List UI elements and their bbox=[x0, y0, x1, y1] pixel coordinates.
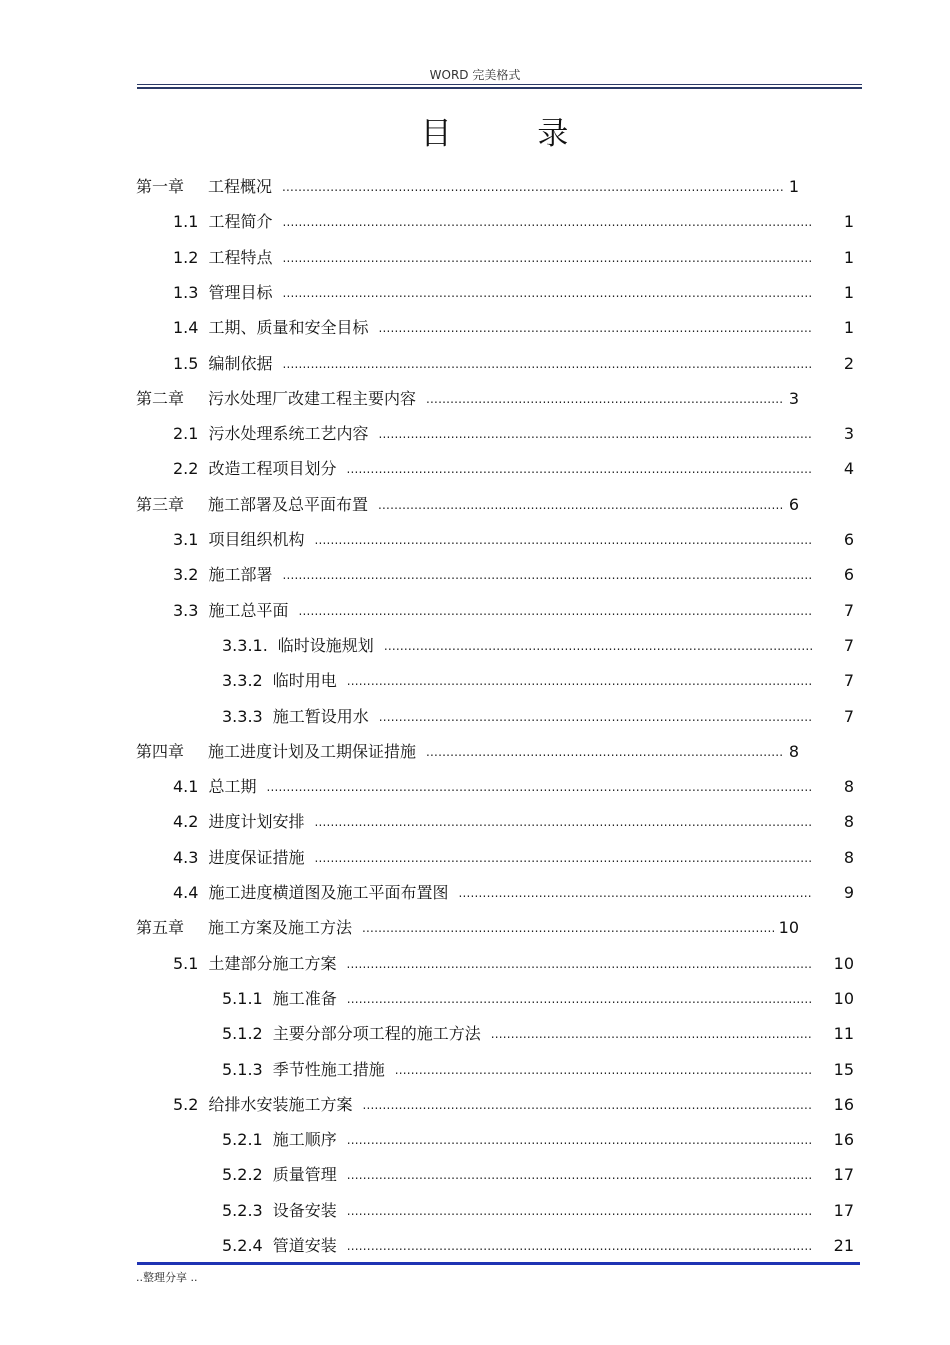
toc-dot-leader bbox=[314, 811, 812, 833]
toc-entry-page: 1 bbox=[843, 212, 854, 232]
toc-dot-leader bbox=[347, 988, 812, 1010]
toc-entry-title: 工程特点 bbox=[208, 247, 273, 267]
toc-entry-number: 5.1.1 bbox=[222, 988, 263, 1008]
toc-dot-leader bbox=[347, 1235, 812, 1257]
toc-entry[interactable] bbox=[173, 811, 854, 833]
toc-entry-title: 工期、质量和安全目标 bbox=[208, 318, 369, 338]
toc-entry-title: 项目组织机构 bbox=[208, 530, 305, 549]
toc-entry-page: 7 bbox=[843, 671, 854, 691]
toc-entry-page: 17 bbox=[833, 1165, 854, 1185]
toc-entry-title: 主要分部分项工程的施工方法 bbox=[272, 1024, 481, 1044]
toc-entry-page: 3 bbox=[788, 388, 799, 408]
toc-entry[interactable] bbox=[173, 776, 854, 798]
toc-dot-leader bbox=[347, 1200, 812, 1222]
toc-entry-page: 21 bbox=[833, 1236, 854, 1255]
toc-dot-leader bbox=[426, 388, 784, 410]
toc-dot-leader bbox=[282, 282, 812, 304]
toc-entry-number: 5.1 bbox=[173, 953, 199, 973]
toc-entry-page: 10 bbox=[778, 918, 799, 938]
toc-entry-page: 1 bbox=[843, 282, 854, 302]
toc-dot-leader bbox=[266, 776, 812, 798]
toc-dot-leader bbox=[282, 247, 812, 269]
toc-dot-leader bbox=[378, 317, 812, 339]
toc-entry[interactable] bbox=[222, 670, 854, 692]
toc-dot-leader bbox=[491, 1023, 812, 1045]
toc-entry-number: 5.2 bbox=[173, 1094, 199, 1114]
toc-entry-number: 5.1.2 bbox=[222, 1024, 263, 1044]
toc-dot-leader bbox=[362, 917, 774, 939]
toc-entry-number: 3.1 bbox=[173, 530, 199, 549]
toc-entry[interactable] bbox=[173, 953, 854, 975]
toc-entry-number: 5.2.2 bbox=[222, 1165, 263, 1185]
toc-dot-leader bbox=[347, 670, 812, 692]
toc-entry-title: 施工进度计划及工期保证措施 bbox=[208, 741, 417, 761]
toc-entry[interactable] bbox=[222, 988, 854, 1010]
toc-entry-number: 5.2.1 bbox=[222, 1130, 263, 1150]
toc-entry[interactable] bbox=[173, 423, 854, 445]
toc-entry-number: 5.1.3 bbox=[222, 1059, 263, 1079]
toc-entry-title: 季节性施工措施 bbox=[272, 1059, 385, 1079]
toc-entry-title: 临时设施规划 bbox=[277, 635, 374, 655]
toc-entry-title: 临时用电 bbox=[272, 671, 337, 691]
toc-entry[interactable] bbox=[173, 847, 854, 869]
toc-dot-leader bbox=[378, 423, 812, 445]
toc-entry[interactable] bbox=[173, 882, 854, 904]
toc-entry-page: 10 bbox=[833, 953, 854, 973]
toc-entry-page: 8 bbox=[788, 741, 799, 761]
toc-entry-title: 质量管理 bbox=[272, 1165, 337, 1185]
toc-entry-title: 进度保证措施 bbox=[208, 847, 305, 867]
toc-entry[interactable] bbox=[173, 529, 854, 551]
toc-entry-page: 7 bbox=[843, 635, 854, 655]
toc-entry-number: 4.3 bbox=[173, 847, 199, 867]
toc-entry-title: 施工部署及总平面布置 bbox=[208, 494, 369, 514]
toc-entry-title: 土建部分施工方案 bbox=[208, 953, 337, 973]
toc-dot-leader bbox=[458, 882, 812, 904]
toc-entry-title: 污水处理厂改建工程主要内容 bbox=[208, 388, 417, 408]
toc-entry[interactable] bbox=[222, 1235, 854, 1257]
toc-entry-number: 第一章 bbox=[136, 177, 185, 196]
toc-entry-title: 污水处理系统工艺内容 bbox=[208, 424, 369, 444]
toc-entry-page: 3 bbox=[843, 424, 854, 444]
toc-entry-number: 2.1 bbox=[173, 424, 199, 444]
toc-entry-page: 16 bbox=[833, 1094, 854, 1114]
toc-dot-leader bbox=[347, 1164, 812, 1186]
page-footer: ..整理分享 .. bbox=[136, 1271, 198, 1284]
toc-entry-number: 5.2.4 bbox=[222, 1236, 263, 1255]
toc-entry-page: 2 bbox=[843, 353, 854, 373]
toc-entry-title: 总工期 bbox=[208, 777, 257, 797]
toc-entry-number: 1.1 bbox=[173, 212, 199, 232]
toc-dot-leader bbox=[282, 211, 812, 233]
toc-entry-title: 施工准备 bbox=[272, 988, 337, 1008]
toc-dot-leader bbox=[347, 1129, 812, 1151]
toc-entry[interactable] bbox=[173, 600, 854, 622]
toc-entry[interactable] bbox=[222, 1059, 854, 1081]
toc-entry-page: 17 bbox=[833, 1200, 854, 1220]
toc-entry[interactable] bbox=[173, 458, 854, 480]
toc-entry-title: 施工总平面 bbox=[208, 600, 289, 620]
toc-entry-title: 工程概况 bbox=[208, 177, 273, 196]
toc-entry-title: 施工方案及施工方法 bbox=[208, 918, 353, 938]
toc-entry[interactable] bbox=[222, 706, 854, 728]
toc-entry-title: 管道安装 bbox=[272, 1236, 337, 1255]
toc-entry[interactable] bbox=[173, 317, 854, 339]
toc-entry-title: 设备安装 bbox=[272, 1200, 337, 1220]
footer-rule bbox=[137, 1262, 860, 1265]
toc-entry-page: 6 bbox=[843, 530, 854, 549]
toc-entry-page: 15 bbox=[833, 1059, 854, 1079]
toc-entry-number: 4.2 bbox=[173, 812, 199, 832]
toc-entry-number: 1.2 bbox=[173, 247, 199, 267]
toc-entry[interactable] bbox=[222, 1023, 854, 1045]
toc-entry-number: 4.1 bbox=[173, 777, 199, 797]
toc-entry-title: 给排水安装施工方案 bbox=[208, 1094, 353, 1114]
toc-entry[interactable] bbox=[136, 494, 799, 516]
toc-entry-number: 2.2 bbox=[173, 459, 199, 479]
toc-dot-leader bbox=[314, 529, 812, 551]
toc-dot-leader bbox=[395, 1059, 812, 1081]
toc-dot-leader bbox=[298, 600, 812, 622]
toc-entry-page: 6 bbox=[843, 565, 854, 585]
toc-entry-page: 7 bbox=[843, 706, 854, 726]
toc-entry-page: 7 bbox=[843, 600, 854, 620]
toc-entry-page: 6 bbox=[788, 494, 799, 514]
toc-entry-title: 施工顺序 bbox=[272, 1130, 337, 1150]
toc-dot-leader bbox=[314, 847, 812, 869]
toc-entry-number: 1.5 bbox=[173, 353, 199, 373]
toc-entry[interactable] bbox=[173, 211, 854, 233]
toc-dot-leader bbox=[384, 635, 812, 657]
toc-entry-number: 4.4 bbox=[173, 883, 199, 902]
toc-entry-number: 1.3 bbox=[173, 282, 199, 302]
toc-dot-leader bbox=[379, 706, 812, 728]
toc-entry-number: 3.3.1. bbox=[222, 635, 268, 655]
toc-entry-page: 8 bbox=[843, 777, 854, 797]
toc-entry[interactable] bbox=[173, 1094, 854, 1116]
toc-entry-page: 9 bbox=[843, 883, 854, 902]
toc-entry-number: 3.2 bbox=[173, 565, 199, 585]
toc-entry-page: 16 bbox=[833, 1130, 854, 1150]
toc-entry-number: 1.4 bbox=[173, 318, 199, 338]
toc-entry[interactable] bbox=[136, 741, 799, 763]
toc-entry-title: 改造工程项目划分 bbox=[208, 459, 337, 479]
toc-entry-page: 8 bbox=[843, 847, 854, 867]
toc-entry-number: 第五章 bbox=[136, 918, 185, 938]
toc-entry-number: 3.3.3 bbox=[222, 706, 263, 726]
toc-entry-number: 第二章 bbox=[136, 388, 185, 408]
toc-entry-number: 3.3.2 bbox=[222, 671, 263, 691]
toc-entry-number: 第四章 bbox=[136, 741, 185, 761]
toc-entry-page: 4 bbox=[843, 459, 854, 479]
page-header: WORD 完美格式 bbox=[429, 68, 521, 82]
toc-dot-leader bbox=[426, 741, 784, 763]
toc-dot-leader bbox=[346, 953, 812, 975]
toc-dot-leader bbox=[282, 564, 812, 586]
toc-dot-leader bbox=[378, 494, 784, 516]
toc-dot-leader bbox=[282, 176, 784, 198]
toc-dot-leader bbox=[282, 353, 812, 375]
toc-entry[interactable] bbox=[136, 388, 799, 410]
toc-entry[interactable] bbox=[222, 1129, 854, 1151]
toc-entry[interactable] bbox=[173, 247, 854, 269]
toc-entry-page: 1 bbox=[843, 247, 854, 267]
toc-dot-leader bbox=[362, 1094, 812, 1116]
toc-entry[interactable] bbox=[173, 564, 854, 586]
toc-entry[interactable] bbox=[222, 635, 854, 657]
toc-entry-number: 3.3 bbox=[173, 600, 199, 620]
toc-entry-title: 管理目标 bbox=[208, 282, 273, 302]
toc-entry[interactable] bbox=[136, 917, 799, 939]
toc-entry-title: 编制依据 bbox=[208, 353, 273, 373]
toc-entry-title: 施工部署 bbox=[208, 565, 273, 585]
toc-entry-page: 11 bbox=[833, 1024, 854, 1044]
toc-entry-title: 工程简介 bbox=[208, 212, 273, 232]
toc-dot-leader bbox=[346, 458, 812, 480]
toc-entry-page: 10 bbox=[833, 988, 854, 1008]
toc-entry[interactable] bbox=[173, 353, 854, 375]
toc-entry-title: 进度计划安排 bbox=[208, 812, 305, 832]
toc-title: 目 录 bbox=[420, 116, 607, 152]
toc-entry-page: 1 bbox=[788, 177, 799, 196]
toc-entry[interactable] bbox=[222, 1200, 854, 1222]
toc-entry-title: 施工暂设用水 bbox=[272, 706, 369, 726]
toc-entry-number: 第三章 bbox=[136, 494, 185, 514]
toc-entry-page: 1 bbox=[843, 318, 854, 338]
toc-entry[interactable] bbox=[136, 176, 799, 198]
toc-entry-number: 5.2.3 bbox=[222, 1200, 263, 1220]
toc-entry-page: 8 bbox=[843, 812, 854, 832]
toc-entry[interactable] bbox=[173, 282, 854, 304]
toc-entry[interactable] bbox=[222, 1164, 854, 1186]
toc-entry-title: 施工进度横道图及施工平面布置图 bbox=[208, 883, 449, 902]
